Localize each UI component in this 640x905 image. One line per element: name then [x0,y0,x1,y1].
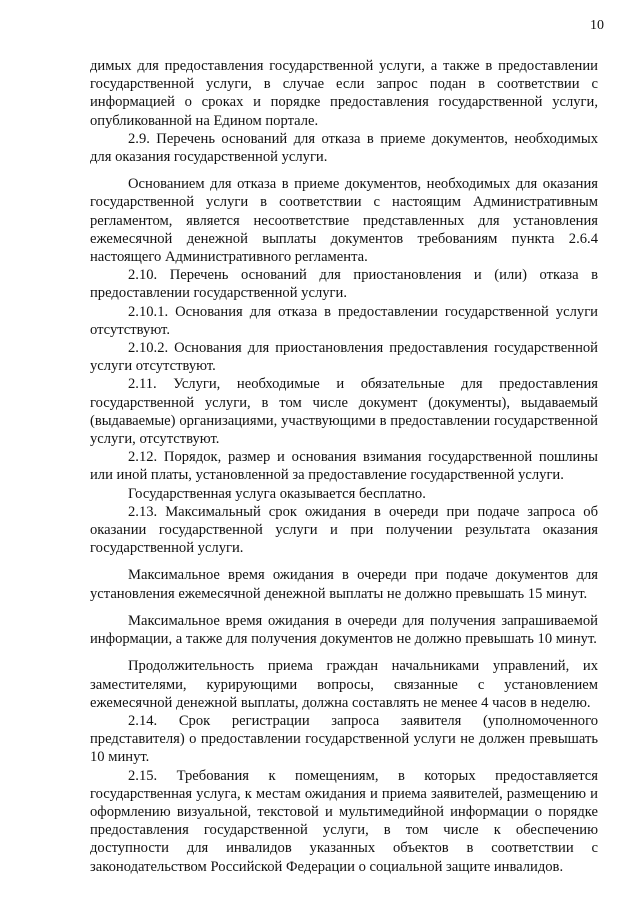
document-body [90,57,598,876]
section-2-10-2: 2.10.2. Основания для приостановления предоставления государственной услуги отсутствуют. [90,340,598,375]
section-2-11: 2.11. Услуги, необходимые и обязательные для предоставления государственной услуги, в том числе документ (документы), выдаваемый (выдаваемые) организациями, участвующими в предоставлении государственной услуги, отсутствуют. [90,376,598,448]
section-2-9-heading: 2.9. Перечень оснований для отказа в приеме документов, необходимых для оказания государственной услуги. [90,130,598,166]
section-2-13-body-1: Максимальное время ожидания в очереди при подаче документов для установления ежемесячной денежной выплаты не должно превышать 15 минут. [90,567,598,602]
section-2-13-body-2: Максимальное время ожидания в очереди для получения запрашиваемой информации, а также для получения документов не должно превышать 10 минут. [90,612,598,648]
section-2-10-heading: 2.10. Перечень оснований для приостановления и (или) отказа в предоставлении государственной услуги. [90,267,598,302]
section-2-10-1: 2.10.1. Основания для отказа в предоставлении государственной услуги отсутствуют. [90,303,598,338]
paragraph-continuation: димых для предоставления государственной услуги, а также в предоставлении государственной услуги, в случае если запрос подан в соответствии с информацией о сроках и порядке предоставления государственной услуги, опубликованной на Едином портале. [90,58,598,129]
section-2-13-body-3: Продолжительность приема граждан начальниками управлений, их заместителями, курирующими вопросы, связанные с установлением ежемесячной денежной выплаты, должна составлять не менее 4 часов в неделю. [90,658,598,711]
section-2-12-body: Государственная услуга оказывается бесплатно. [128,485,426,502]
section-2-13-heading: 2.13. Максимальный срок ожидания в очереди при подаче запроса об оказании государственной услуги и при получении результата оказания государственной услуги. [90,503,598,557]
section-2-12-heading: 2.12. Порядок, размер и основания взимания государственной пошлины или иной платы, установленной за предоставление государственной услуги. [90,449,598,484]
page-number: 10 [590,18,604,33]
section-2-15: 2.15. Требования к помещениям, в которых предоставляется государственная услуга, к местам ожидания и приема заявителей, размещению и оформлению визуальной, текстовой и мультимедийной информации о порядке предоставления государственной услуги, в том числе к обеспечению доступности для инвалидов указанных объектов в соответствии с законодательством Российской Федерации о социальной защите инвалидов. [90,767,598,875]
section-2-9-body: Основанием для отказа в приеме документов, необходимых для оказания государственной услуги в соответствии с настоящим Административным регламентом, является несоответствие представленных для установления ежемесячной денежной выплаты документов требованиям пункта 2.6.4 настоящего Административного регламента. [90,176,598,266]
section-2-14: 2.14. Срок регистрации запроса заявителя (уполномоченного представителя) о предоставлении государственной услуги не должен превышать 10 минут. [90,712,598,766]
